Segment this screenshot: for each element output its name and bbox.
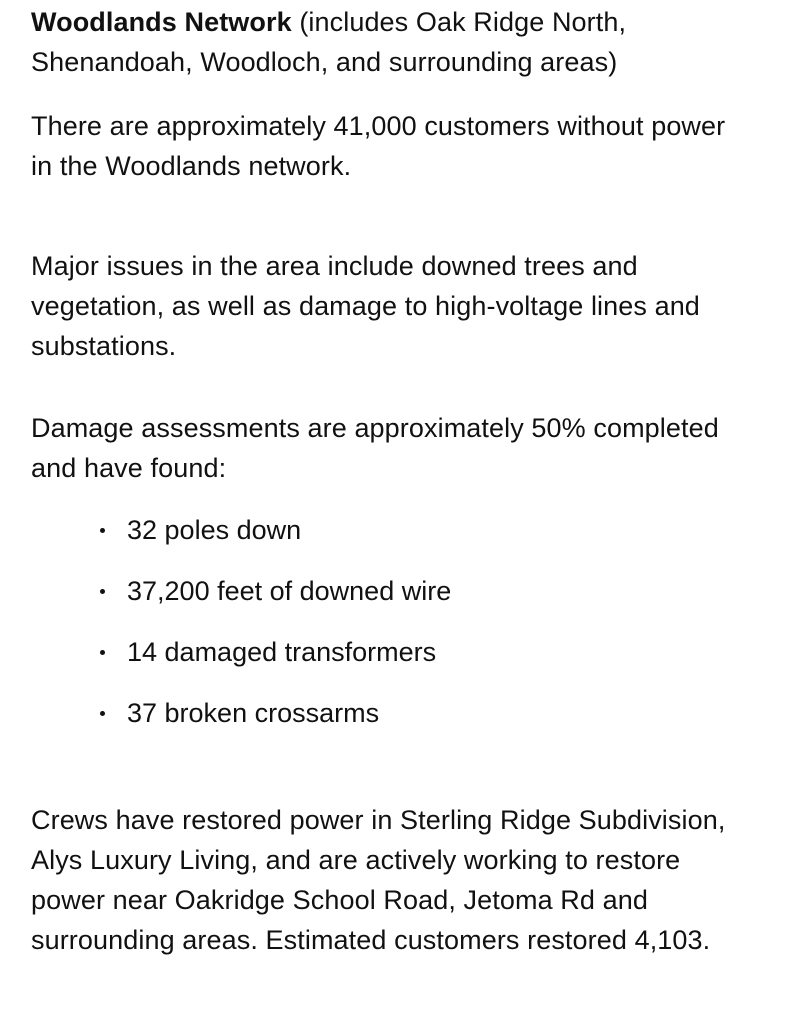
bullet-icon xyxy=(100,589,105,594)
network-name: Woodlands Network xyxy=(31,7,292,37)
finding-text: 32 poles down xyxy=(127,515,302,545)
finding-text: 37,200 feet of downed wire xyxy=(127,576,452,606)
major-issues-paragraph: Major issues in the area include downed trees and vegetation, as well as damage to high-voltage lines and substations. xyxy=(31,251,700,361)
assessment-paragraph: Damage assessments are approximately 50% completed and have found: xyxy=(31,413,719,483)
network-heading xyxy=(31,2,751,82)
finding-text: 14 damaged transformers xyxy=(127,637,437,667)
network-areas-note: (includes Oak Ridge North, Shenandoah, Woodloch, and surrounding areas) xyxy=(31,7,627,77)
bullet-icon xyxy=(100,650,105,655)
finding-text: 37 broken crossarms xyxy=(127,698,380,728)
customers-out-paragraph: There are approximately 41,000 customers without power in the Woodlands network. xyxy=(31,111,726,181)
bullet-icon xyxy=(100,528,105,533)
restoration-paragraph: Crews have restored power in Sterling Ridge Subdivision, Alys Luxury Living, and are actively working to restore power near Oakridge School Road, Jetoma Rd and surrounding areas. Estimated customers restored 4,103. xyxy=(31,805,726,955)
bullet-icon xyxy=(100,711,105,716)
